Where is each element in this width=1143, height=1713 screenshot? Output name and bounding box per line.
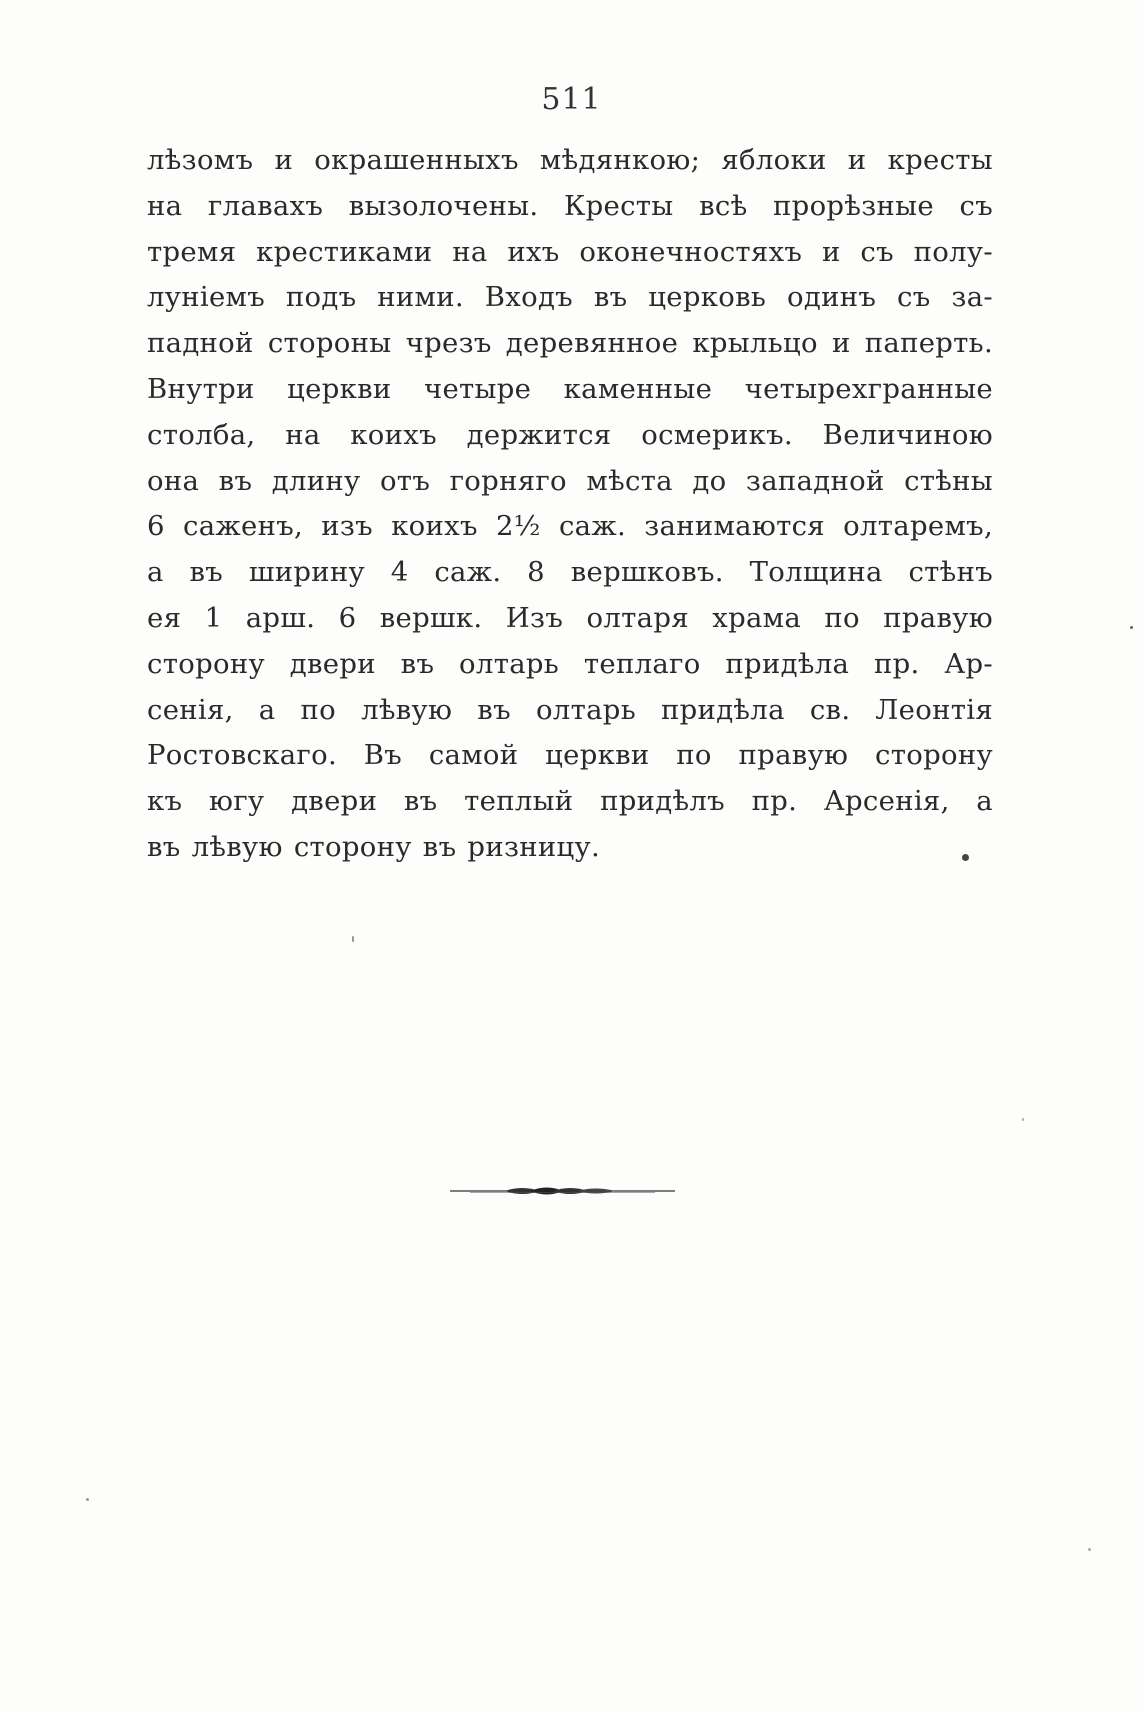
text-line: въ лѣвую сторону въ ризницу. — [147, 830, 601, 863]
ink-speck — [1088, 1548, 1091, 1551]
ink-speck — [1022, 1118, 1024, 1121]
ink-speck — [962, 854, 969, 861]
text-line: къ югу двери въ теплый придѣлъ пр. Арсенія, а — [147, 785, 993, 818]
ink-speck — [86, 1498, 89, 1501]
text-line: сенія, а по лѣвую въ олтарь придѣла св. Леонтія — [147, 693, 993, 726]
text-line: Ростовскаго. Въ самой церкви по правую сторону — [147, 739, 993, 772]
page-number: 511 — [541, 82, 602, 117]
ornament-divider — [450, 1182, 675, 1200]
text-line: луніемъ подъ ними. Входъ въ церковь одинъ съ за- — [147, 281, 993, 314]
ink-speck — [1130, 626, 1133, 629]
ink-speck — [352, 936, 354, 942]
text-line: на главахъ вызолочены. Кресты всѣ прорѣзные съ — [147, 189, 993, 222]
text-line: она въ длину отъ горняго мѣста до западной стѣны — [147, 464, 993, 497]
text-line: ея 1 арш. 6 вершк. Изъ олтаря храма по правую — [147, 601, 993, 634]
text-line: Внутри церкви четыре каменные четырехгранные — [147, 372, 993, 405]
text-line: тремя крестиками на ихъ оконечностяхъ и съ полу- — [147, 235, 993, 268]
text-line: падной стороны чрезъ деревянное крыльцо и паперть. — [147, 327, 993, 360]
text-line: столба, на коихъ держится осмерикъ. Величиною — [147, 418, 993, 451]
text-line: а въ ширину 4 саж. 8 вершковъ. Толщина стѣнъ — [147, 556, 993, 589]
text-line: 6 саженъ, изъ коихъ 2½ саж. занимаются олтаремъ, — [147, 510, 993, 543]
text-line: сторону двери въ олтарь теплаго придѣла пр. Ар- — [147, 647, 993, 680]
text-line: лѣзомъ и окрашенныхъ мѣдянкою; яблоки и кресты — [147, 144, 993, 176]
body-text — [147, 138, 993, 871]
